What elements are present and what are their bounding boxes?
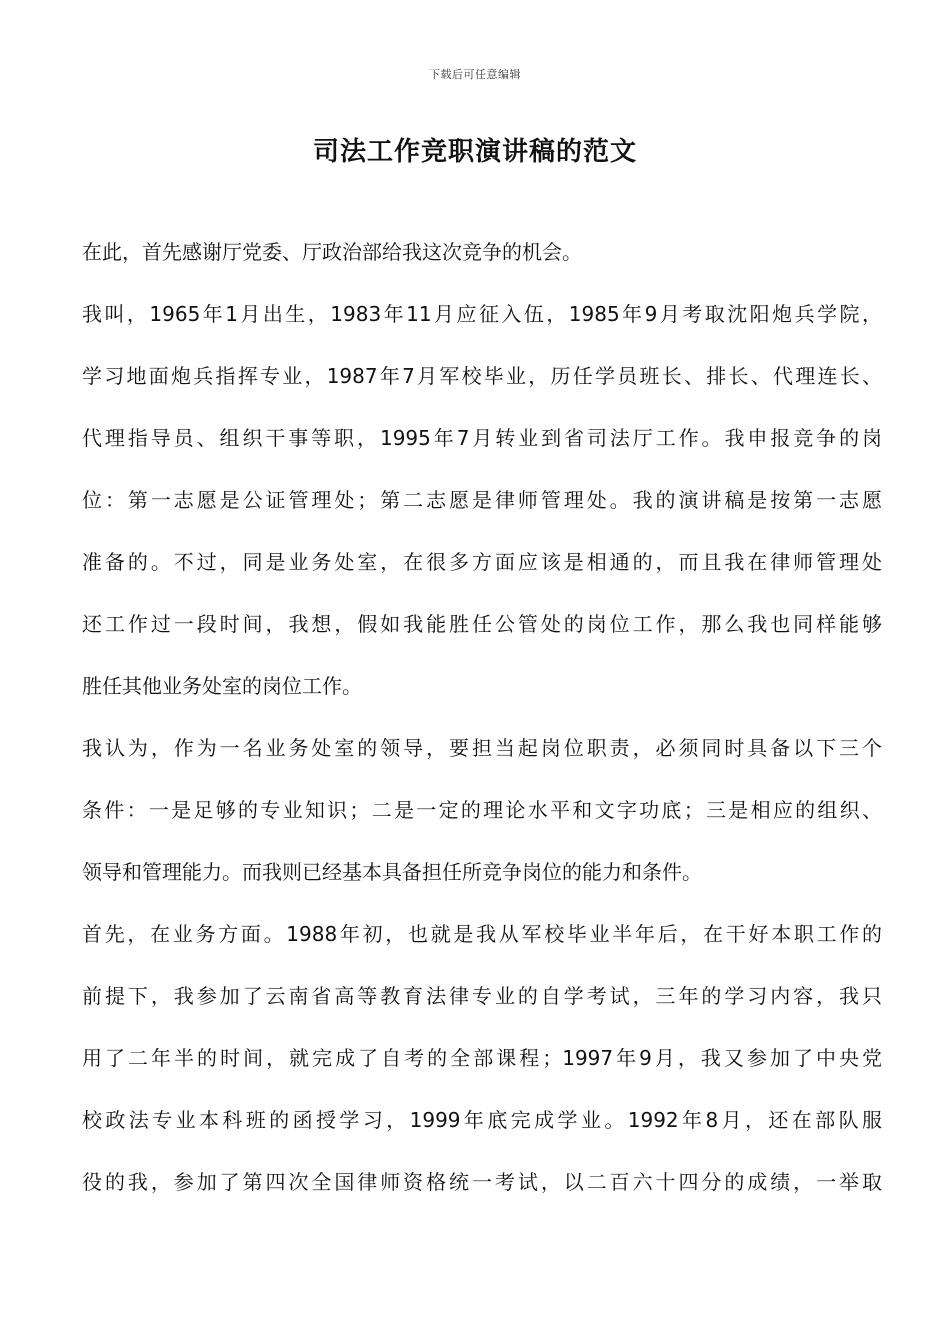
paragraph-line: 位：第一志愿是公证管理处；第二志愿是律师管理处。我的演讲稿是按第一志愿 xyxy=(82,488,882,512)
paragraph-line: 代理指导员、组织干事等职，1995年7月转业到省司法厅工作。我申报竞争的岗 xyxy=(82,426,882,450)
paragraph xyxy=(82,221,882,283)
paragraph-line: 役的我，参加了第四次全国律师资格统一考试，以二百六十四分的成绩，一举取 xyxy=(82,1170,882,1194)
header-note: 下载后可任意编辑 xyxy=(429,68,521,81)
paragraph-line: 学习地面炮兵指挥专业，1987年7月军校毕业，历任学员班长、排长、代理连长、 xyxy=(82,364,882,388)
paragraph-line: 我叫，1965年1月出生，1983年11月应征入伍，1985年9月考取沈阳炮兵学院， xyxy=(82,302,882,326)
paragraph xyxy=(82,717,882,903)
document-body xyxy=(82,221,882,1213)
paragraph-line: 校政法专业本科班的函授学习，1999年底完成学业。1992年8月，还在部队服 xyxy=(82,1108,882,1132)
paragraph-line: 领导和管理能力。而我则已经基本具备担任所竞争岗位的能力和条件。 xyxy=(82,860,702,884)
paragraph-line: 还工作过一段时间，我想，假如我能胜任公管处的岗位工作，那么我也同样能够 xyxy=(82,612,882,636)
paragraph-line: 条件：一是足够的专业知识；二是一定的理论水平和文字功底；三是相应的组织、 xyxy=(82,798,882,822)
paragraph-line: 首先，在业务方面。1988年初，也就是我从军校毕业半年后，在干好本职工作的 xyxy=(82,922,882,946)
paragraph-line: 用了二年半的时间，就完成了自考的全部课程；1997年9月，我又参加了中央党 xyxy=(82,1046,882,1070)
paragraph-line: 前提下，我参加了云南省高等教育法律专业的自学考试，三年的学习内容，我只 xyxy=(82,984,882,1008)
paragraph xyxy=(82,283,882,717)
paragraph-line: 在此，首先感谢厅党委、厅政治部给我这次竞争的机会。 xyxy=(82,240,582,264)
paragraph-line: 准备的。不过，同是业务处室，在很多方面应该是相通的，而且我在律师管理处 xyxy=(82,550,882,574)
paragraph-line: 我认为，作为一名业务处室的领导，要担当起岗位职责，必须同时具备以下三个 xyxy=(82,736,882,760)
document-title: 司法工作竞职演讲稿的范文 xyxy=(312,137,637,167)
paragraph-line: 胜任其他业务处室的岗位工作。 xyxy=(82,674,362,698)
paragraph xyxy=(82,903,882,1213)
